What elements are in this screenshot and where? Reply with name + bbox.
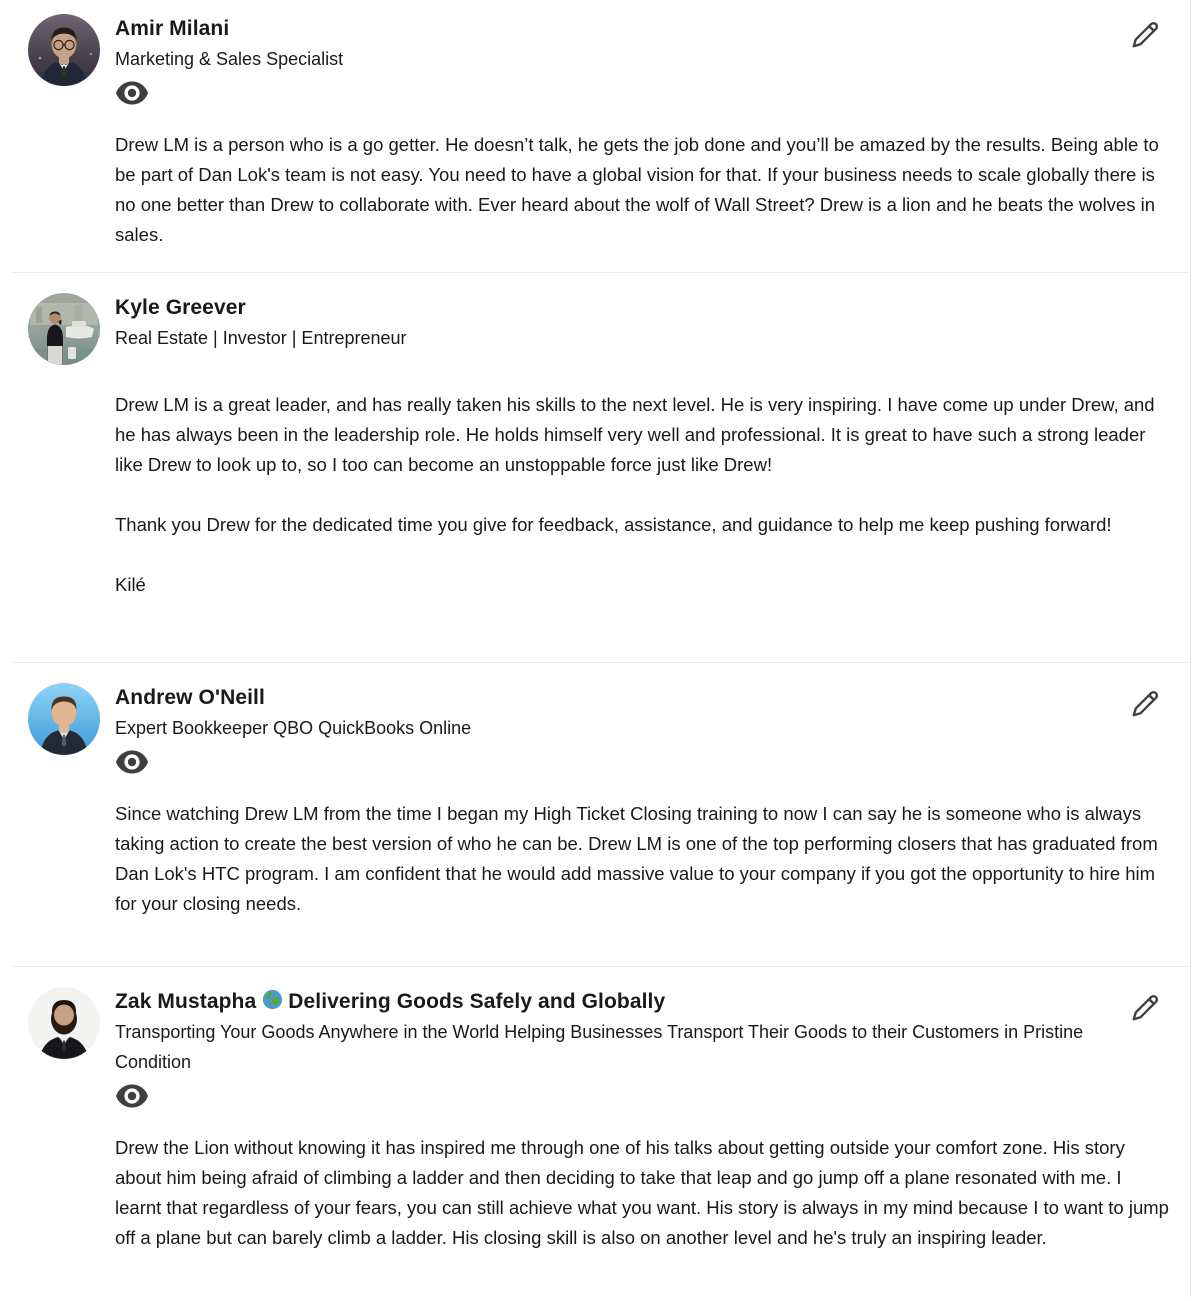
visibility-eye-icon[interactable] <box>115 1084 149 1108</box>
recommender-info <box>115 683 471 774</box>
recommender-name-text: Zak Mustapha <box>115 990 257 1013</box>
recommendation-paragraph: Drew LM is a person who is a go getter. He doesn’t talk, he gets the job done and you’ll be amazed by the results. Being able to be part of Dan Lok's team is not easy. You need to have a global vision for that. If your business needs to scale globally there is no one better than Drew to collaborate with. Ever heard about the wolf of Wall Street? Drew is a lion and he beats the wolves in sales. <box>115 134 1159 245</box>
avatar-photo-white-bg <box>28 987 100 1059</box>
recommender-info <box>115 293 407 353</box>
avatar-photo-night-city <box>28 14 100 86</box>
recommendation-paragraph: Drew LM is a great leader, and has really taken his skills to the next level. He is very inspiring. I have come up under Drew, and he has always been in the leadership role. He holds himself very well and professional. It is great to have such a strong leader like Drew to look up to, so I too can become an unstoppable force just like Drew! <box>115 394 1155 475</box>
pencil-icon <box>1130 689 1160 719</box>
recommender-name[interactable]: Amir Milani <box>115 17 230 40</box>
recommendation-paragraph: Drew the Lion without knowing it has inspired me through one of his talks about getting outside your comfort zone. His story about him being afraid of climbing a ladder and then deciding to take that leap and go jump off a plane resonated with me. I learnt that regardless of your fears, you can still achieve what you want. His story is always in my mind because I to want to jump off a plane but can barely climb a ladder. His closing skill is also on another level and he's truly an inspiring leader. <box>115 1137 1169 1248</box>
recommender-headline: Expert Bookkeeper QBO QuickBooks Online <box>115 718 472 738</box>
recommendation-text <box>115 1133 1170 1253</box>
recommendation-text <box>115 130 1170 250</box>
recommendation-header <box>28 987 1172 1108</box>
recommendation-header <box>28 293 1172 365</box>
recommendation-paragraph: Kilé <box>115 574 146 595</box>
recommendation-header <box>28 683 1172 774</box>
avatar[interactable] <box>28 683 100 755</box>
recommendation-card <box>12 967 1188 1301</box>
visibility-eye-icon[interactable] <box>115 750 149 774</box>
edit-recommendation-button[interactable] <box>1130 20 1160 50</box>
visibility-eye-icon[interactable] <box>115 81 149 105</box>
avatar[interactable] <box>28 293 100 365</box>
globe-emoji-icon <box>262 989 283 1010</box>
recommender-info <box>115 987 1100 1108</box>
recommender-headline: Marketing & Sales Specialist <box>115 49 344 69</box>
recommendation-paragraph: Thank you Drew for the dedicated time you give for feedback, assistance, and guidance to help me keep pushing forward! <box>115 514 1112 535</box>
recommendation-card <box>12 663 1188 967</box>
pencil-icon <box>1130 993 1160 1023</box>
avatar[interactable] <box>28 987 100 1059</box>
recommender-headline: Real Estate | Investor | Entrepreneur <box>115 328 407 348</box>
recommendation-card <box>12 273 1188 663</box>
right-edge-line <box>1190 0 1191 1297</box>
recommender-headline: Transporting Your Goods Anywhere in the World Helping Businesses Transport Their Goods to their Customers in Pristine Condition <box>115 1022 1084 1072</box>
recommender-name-suffix: Delivering Goods Safely and Globally <box>288 990 666 1013</box>
recommendation-text <box>115 799 1170 919</box>
recommender-name[interactable]: Andrew O'Neill <box>115 686 265 709</box>
avatar[interactable] <box>28 14 100 86</box>
recommender-name[interactable] <box>115 988 1100 1015</box>
avatar-photo-marina <box>28 293 100 365</box>
recommendation-paragraph: Since watching Drew LM from the time I began my High Ticket Closing training to now I can say he is someone who is always taking action to create the best version of who he can be. Drew LM is one of the top performing closers that has graduated from Dan Lok's HTC program. I am confident that he would add massive value to your company if you got the opportunity to hire him for your closing needs. <box>115 803 1158 914</box>
recommendation-header <box>28 14 1172 105</box>
pencil-icon <box>1130 20 1160 50</box>
recommender-name[interactable]: Kyle Greever <box>115 296 246 319</box>
recommendation-text <box>115 390 1170 600</box>
recommender-info <box>115 14 343 105</box>
recommendation-card <box>12 0 1188 273</box>
edit-recommendation-button[interactable] <box>1130 689 1160 719</box>
avatar-photo-blue-sky <box>28 683 100 755</box>
edit-recommendation-button[interactable] <box>1130 993 1160 1023</box>
